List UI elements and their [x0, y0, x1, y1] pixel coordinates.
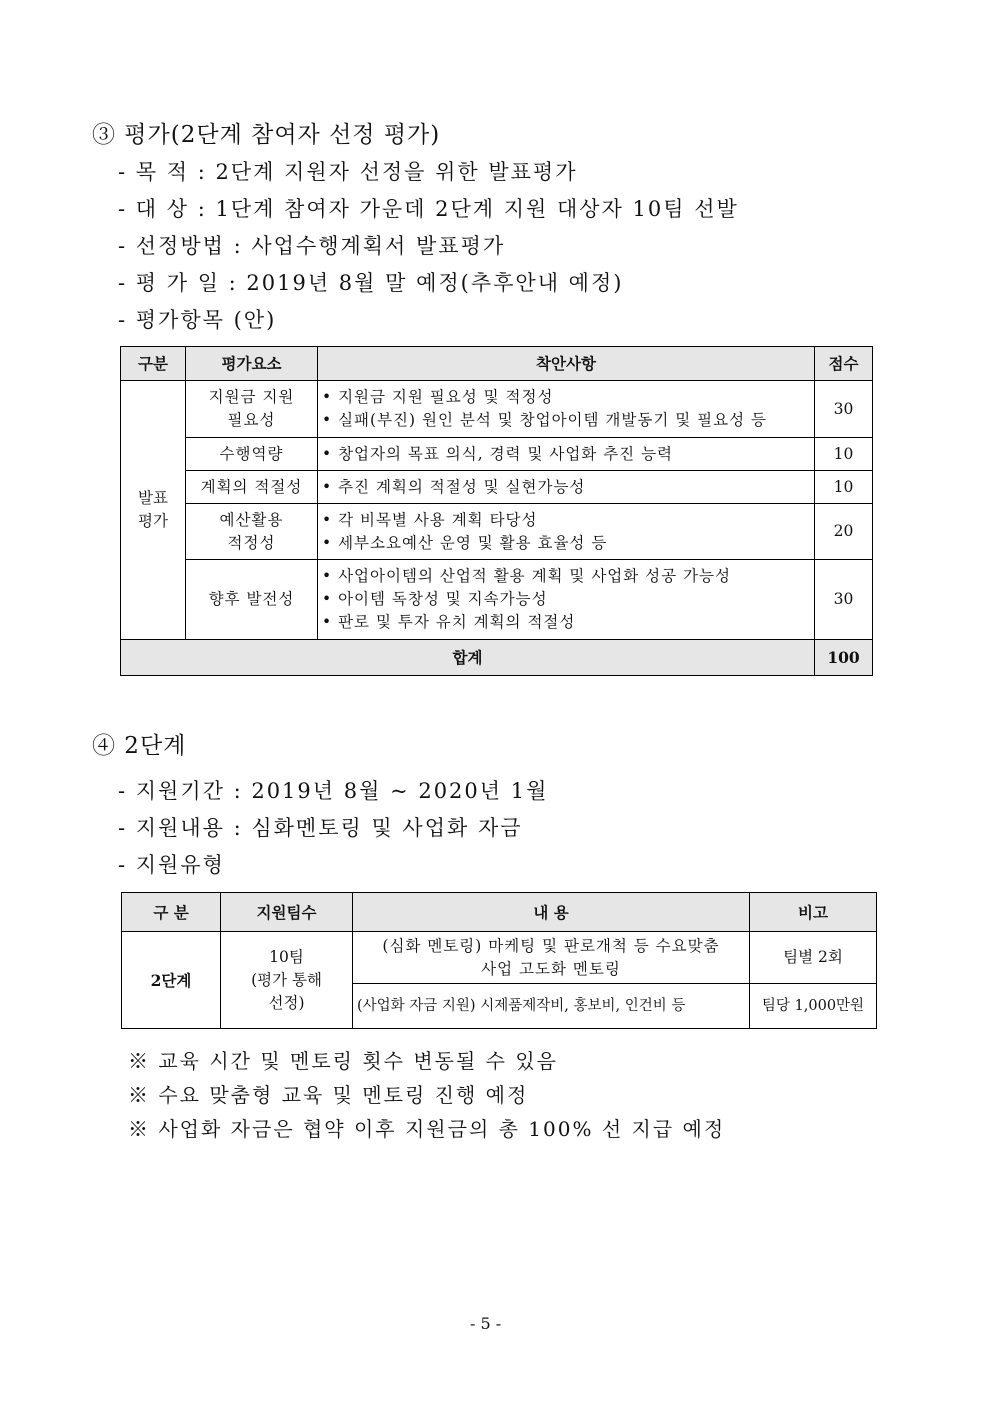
content-cell: (심화 멘토링) 마케팅 및 판로개척 등 수요맞춤 사업 고도화 멘토링: [353, 932, 750, 984]
evaluation-table: [120, 346, 873, 676]
element-cell: 지원금 지원 필요성: [186, 381, 318, 438]
team-count-cell: 10팀 (평가 통해 선정): [221, 932, 353, 1029]
support-period-item: - 지원기간 : 2019년 8월 ~ 2020년 1월: [118, 779, 549, 803]
element-cell: 계획의 적절성: [186, 471, 318, 504]
header-score: 점수: [815, 347, 873, 381]
point-item: • 사업아이템의 산업적 활용 계획 및 사업화 성공 가능성: [322, 565, 810, 588]
point-item: • 각 비목별 사용 계획 타당성: [322, 509, 810, 532]
target-item: - 대 상 : 1단계 참여자 가운데 2단계 지원 대상자 10팀 선발: [118, 197, 739, 221]
point-item: • 아이템 독창성 및 지속가능성: [322, 588, 810, 611]
header-team-count: 지원팀수: [221, 893, 353, 932]
point-item: • 실패(부진) 원인 분석 및 창업아이템 개발동기 및 필요성 등: [322, 409, 810, 432]
points-cell: [318, 438, 815, 471]
points-cell: [318, 504, 815, 560]
element-cell: 수행역량: [186, 438, 318, 471]
score-cell: 30: [815, 381, 873, 438]
note-item: ※ 수요 맞춤형 교육 및 멘토링 진행 예정: [128, 1083, 529, 1107]
points-cell: [318, 560, 815, 640]
point-item: • 지원금 지원 필요성 및 적정성: [322, 386, 810, 409]
points-cell: [318, 381, 815, 438]
remark-cell: 팀당 1,000만원: [750, 984, 877, 1029]
content-cell: (사업화 자금 지원) 시제품제작비, 홍보비, 인건비 등: [353, 984, 750, 1029]
score-cell: 30: [815, 560, 873, 640]
group-cell: 발표 평가: [121, 381, 186, 640]
points-cell: [318, 471, 815, 504]
point-item: • 세부소요예산 운영 및 활용 효율성 등: [322, 532, 810, 555]
score-cell: 10: [815, 471, 873, 504]
section3-heading: ③ 평가(2단계 참여자 선정 평가): [92, 122, 441, 148]
header-remark: 비고: [750, 893, 877, 932]
point-item: • 판로 및 투자 유치 계획의 적절성: [322, 611, 810, 634]
header-content: 내 용: [353, 893, 750, 932]
purpose-item: - 목 적 : 2단계 지원자 선정을 위한 발표평가: [118, 160, 578, 184]
header-element: 평가요소: [186, 347, 318, 381]
selection-method-item: - 선정방법 : 사업수행계획서 발표평가: [118, 234, 506, 258]
note-item: ※ 교육 시간 및 멘토링 횟수 변동될 수 있음: [128, 1049, 558, 1073]
score-cell: 10: [815, 438, 873, 471]
score-cell: 20: [815, 504, 873, 560]
page-number: - 5 -: [470, 1314, 502, 1333]
stage-cell: 2단계: [122, 932, 221, 1029]
support-content-item: - 지원내용 : 심화멘토링 및 사업화 자금: [118, 816, 523, 840]
header-category: 구분: [121, 347, 186, 381]
support-type-item: - 지원유형: [118, 853, 225, 877]
header-division: 구 분: [122, 893, 221, 932]
total-score: 100: [815, 640, 873, 676]
note-item: ※ 사업화 자금은 협약 이후 지원금의 총 100% 선 지급 예정: [128, 1117, 726, 1141]
total-label: 합계: [121, 640, 815, 676]
support-type-table: [121, 892, 877, 1029]
point-item: • 창업자의 목표 의식, 경력 및 사업화 추진 능력: [322, 443, 810, 466]
point-item: • 추진 계획의 적절성 및 실현가능성: [322, 476, 810, 499]
evaluation-items-label: - 평가항목 (안): [118, 308, 277, 332]
remark-cell: 팀별 2회: [750, 932, 877, 984]
section4-heading: ④ 2단계: [92, 733, 187, 759]
element-cell: 예산활용 적정성: [186, 504, 318, 560]
evaluation-date-item: - 평 가 일 : 2019년 8월 말 예정(추후안내 예정): [118, 271, 624, 295]
header-points: 착안사항: [318, 347, 815, 381]
element-cell: 향후 발전성: [186, 560, 318, 640]
